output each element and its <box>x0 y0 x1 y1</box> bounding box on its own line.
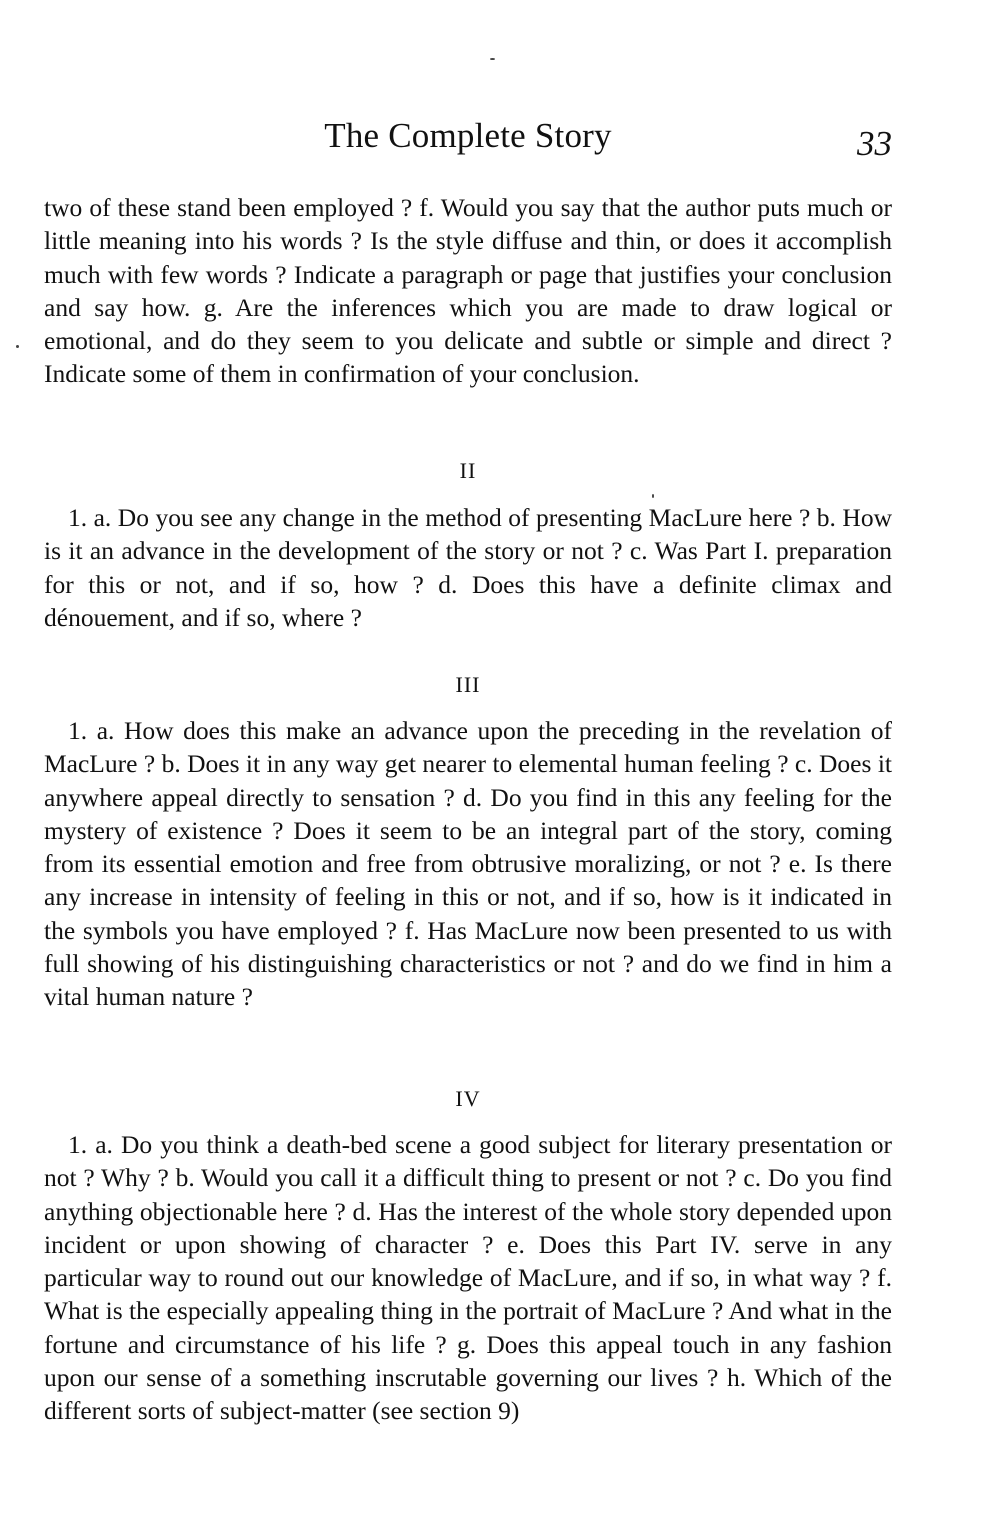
section-heading-ii: II <box>459 458 477 483</box>
section-iv-paragraph: 1. a. Do you think a death-bed scene a good subject for literary presentation or not ? Why ? b. Would you call it a difficult thing to present or not ? c. Do you find anything objectionable here ? d. Has the interest of the whole story depended upon incident or upon showing of character ? e. Does this Part IV. serve in any particular way to round out our knowledge of MacLure, and if so, in what way ? f. What is the especially appealing thing in the portrait of MacLure ? And what in the fortune and circumstance of his life ? g. Does this appeal touch in any fashion upon our sense of a something inscrutable governing our lives ? h. Which of the different sorts of subject-matter (see section 9) <box>44 1130 892 1426</box>
section-ii-paragraph: 1. a. Do you see any change in the method of presenting MacLure here ? b. How is it an advance in the development of the story or not ? c. Was Part I. preparation for this or not, and if so, how ? d. Does this have a definite climax and dénouement, and if so, where ? <box>44 503 892 632</box>
print-speck <box>490 58 495 60</box>
page-number: 33 <box>857 124 892 163</box>
section-iii-paragraph: 1. a. How does this make an advance upon the preceding in the revelation of MacLure ? b. Does it in any way get nearer to elemental human feeling ? c. Does it anywhere appeal directly to sensation ? d. Do you find in this any feeling for the mystery of existence ? Does it seem to be an integral part of the story, coming from its essential emotion and free from obtrusive moralizing, or not ? e. Is there any increase in intensity of feeling in this or not, and if so, how is it indicated in the symbols you have employed ? f. Has MacLure now been presented to us with full showing of his distinguishing characteristics or not ? and do we find in him a vital human nature ? <box>44 716 892 1012</box>
opening-paragraph: two of these stand been employed ? f. Would you say that the author puts much or little meaning into his words ? Is the style diffuse and thin, or does it accomplish much with few words ? Indicate a paragraph or page that justifies your conclusion and say how. g. Are the inferences which you are made to draw logical or emotional, and do they seem to you delicate and subtle or simple and direct ? Indicate some of them in confirmation of your conclusion. <box>44 193 892 389</box>
running-title: The Complete Story <box>324 116 612 155</box>
print-speck <box>16 345 19 348</box>
running-head <box>44 112 892 162</box>
section-heading-iii: III <box>455 672 481 697</box>
section-heading-iv: IV <box>455 1086 481 1111</box>
print-speck <box>652 494 654 498</box>
